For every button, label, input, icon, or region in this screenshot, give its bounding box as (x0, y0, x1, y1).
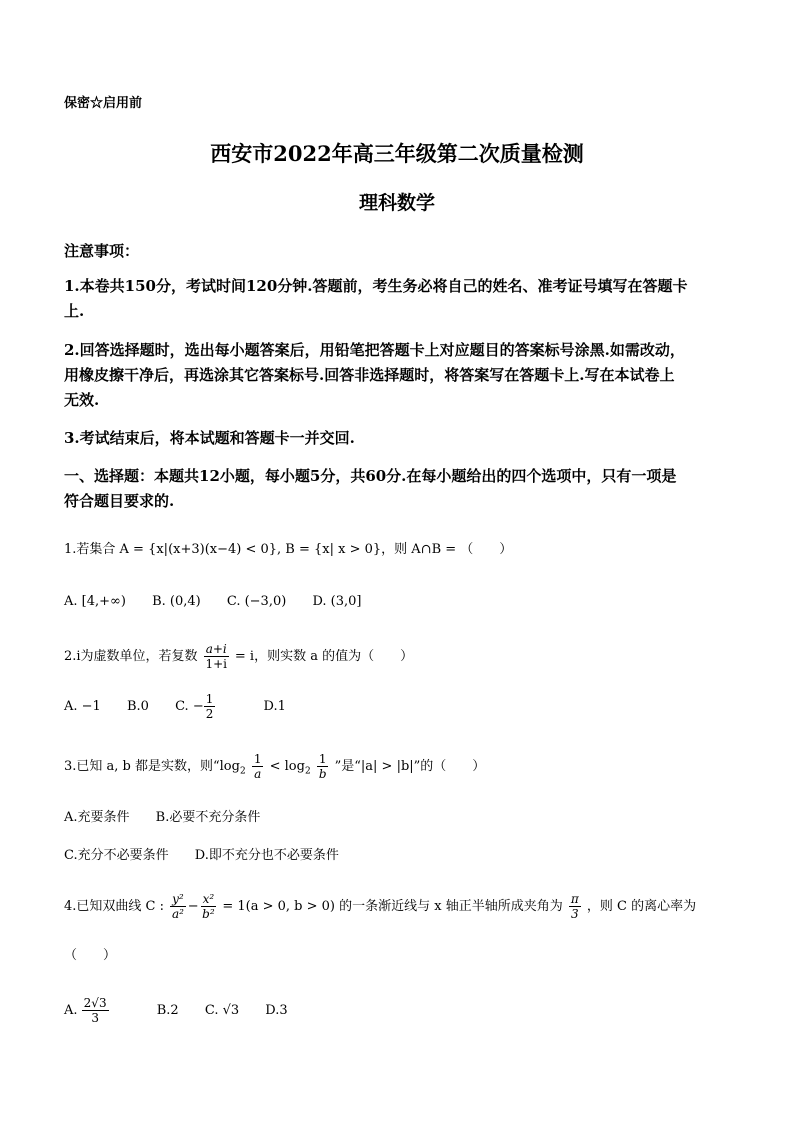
notice-item-1-line-2: 上. (64, 302, 85, 320)
q1-option-a: A. [4,+∞) (64, 594, 126, 609)
q2-option-c-num: 1 (205, 692, 214, 706)
question-4-options (64, 996, 310, 1025)
q4-frac-pi-den: 3 (571, 907, 579, 921)
q4-frac-x-num: x² (202, 892, 215, 906)
question-3-options-row-1 (64, 806, 282, 825)
q3-option-a: A.充要条件 (64, 810, 130, 825)
question-1-options (64, 594, 384, 609)
q4-frac-pi-num: π (570, 892, 579, 906)
q3-frac-2 (317, 752, 329, 781)
notice-item-1-line-1: 1.本卷共150分，考试时间120分钟.答题前，考生务必将自己的姓名、准考证号填写在答题卡 (64, 277, 688, 295)
q3-frac-2-num: 1 (318, 752, 327, 766)
q1-option-b: B. (0,4) (152, 594, 201, 609)
q3-frac-1-num: 1 (253, 752, 262, 766)
q4-stem-mid: = 1(a > 0, b > 0) 的一条渐近线与 x 轴正半轴所成夹角为 (222, 899, 563, 914)
q4-frac-x-den: b² (202, 907, 215, 921)
q4-option-a-num: 2√3 (83, 996, 107, 1010)
q1-option-d: D. (3,0] (312, 594, 362, 609)
q2-fraction (204, 642, 229, 671)
q4-option-a-frac (82, 996, 131, 1025)
q4-frac-y (170, 892, 186, 921)
notice-item-2-line-3: 无效. (64, 391, 100, 409)
q3-option-b: B.必要不充分条件 (155, 810, 261, 825)
question-1-stem: 1.若集合 A = {x|(x+3)(x−4) < 0}, B = {x| x > 0}，则 A∩B = （ ） (64, 542, 513, 557)
q4-minus: − (187, 899, 199, 914)
q2-option-b: B.0 (126, 699, 149, 714)
q3-option-c: C.充分不必要条件 (64, 848, 169, 863)
q4-frac-x (201, 892, 217, 921)
q3-log-base-2: 2 (304, 766, 311, 777)
q3-frac-1-den: a (254, 767, 262, 781)
q3-option-d: D.即不充分也不必要条件 (194, 848, 339, 863)
q4-stem-pre: 4.已知双曲线 C : (64, 899, 164, 914)
q3-stem-pre: 3.已知 a, b 都是实数，则“log (64, 759, 240, 774)
q2-option-a: A. −1 (64, 699, 101, 714)
q2-option-c-den: 2 (205, 707, 214, 721)
q1-option-c: C. (−3,0) (226, 594, 287, 609)
q4-frac-y-den: a² (171, 907, 184, 921)
q4-option-a (64, 996, 135, 1025)
section-heading (64, 464, 734, 514)
q2-stem-post: = i，则实数 a 的值为（ ） (234, 649, 414, 664)
q3-stem-post: ”是“|a| > |b|”的（ ） (334, 759, 486, 774)
notice-item-2-line-1: 2.回答选择题时，选出每小题答案后，用铅笔把答题卡上对应题目的答案标号涂黑.如需改动， (64, 341, 685, 359)
question-4-stem (64, 892, 696, 921)
question-3-stem (64, 752, 485, 781)
exam-subject: 理科数学 (358, 192, 435, 214)
q3-stem-mid: < log (269, 759, 305, 774)
q2-frac-den: 1+i (205, 657, 227, 671)
q4-stem-post: ，则 C 的离心率为 (586, 899, 697, 914)
notice-item-2 (64, 338, 734, 413)
q2-frac-num: a+i (205, 642, 227, 656)
q4-option-a-pre: A. (64, 1003, 78, 1018)
notice-item-3: 3.考试结束后，将本试题和答题卡一并交回. (64, 429, 355, 447)
q4-option-c: C. √3 (204, 1003, 240, 1018)
q2-option-d: D.1 (263, 699, 286, 714)
q3-log-base-1: 2 (239, 766, 246, 777)
q4-option-a-den: 3 (91, 1011, 99, 1025)
q3-frac-2-den: b (318, 767, 327, 781)
exam-title: 西安市2022年高三年级第二次质量检测 (210, 141, 584, 166)
q4-frac-pi (569, 892, 581, 921)
notice-item-1 (64, 274, 734, 324)
question-2-options (64, 692, 308, 721)
q4-frac-y-num: y² (172, 892, 184, 906)
q2-option-c-frac (204, 692, 238, 721)
notice-item-2-line-2: 用橡皮擦干净后，再选涂其它答案标号.回答非选择题时，将答案写在答题卡上.写在本试卷上 (64, 366, 675, 384)
section-heading-line-2: 符合题目要求的. (64, 492, 175, 510)
confidential-mark: 保密☆启用前 (64, 96, 143, 111)
section-heading-line-1: 一、选择题：本题共12小题，每小题5分，共60分.在每小题给出的四个选项中，只有一项是 (64, 467, 677, 485)
q4-option-b: B.2 (156, 1003, 179, 1018)
notice-heading: 注意事项： (64, 242, 140, 260)
question-4-paren: （ ） (64, 948, 117, 963)
question-3-options-row-2 (64, 844, 361, 863)
q2-option-c-pre: C. − (175, 699, 204, 714)
q2-option-c (175, 692, 241, 721)
q2-stem-pre: 2.i为虚数单位，若复数 (64, 649, 198, 664)
q3-frac-1 (252, 752, 264, 781)
question-2-stem (64, 642, 413, 671)
q4-option-d: D.3 (265, 1003, 288, 1018)
